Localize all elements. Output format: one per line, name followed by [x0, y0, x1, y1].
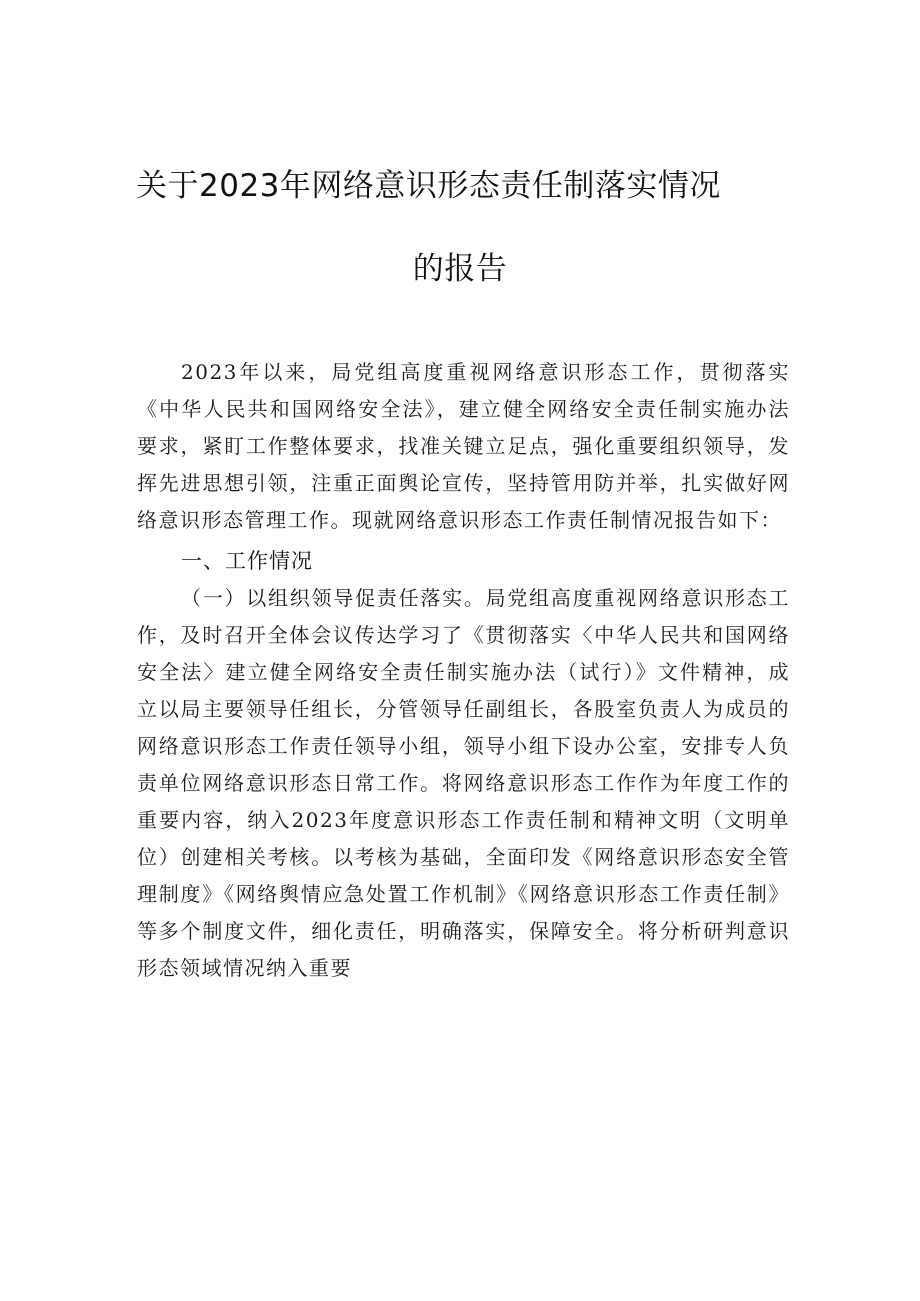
document-title-line-2: 的报告	[412, 251, 508, 287]
subsection-paragraph-1: （一）以组织领导促责任落实。局党组高度重视网络意识形态工作，及时召开全体会议传达学习了《贯彻落实〈中华人民共和国网络安全法〉建立健全网络安全责任制实施办法（试行）》文件精神，成立以局主要领导任组长，分管领导任副组长，各股室负责人为成员的网络意识形态工作责任领导小组，领导小组下设办公室，安排专人负责单位网络意识形态日常工作。将网络意识形态工作作为年度工作的重要内容，纳入2023年度意识形态工作责任制和精神文明（文明单位）创建相关考核。以考核为基础，全面印发《网络意识形态安全管理制度》《网络舆情应急处置工作机制》《网络意识形态工作责任制》等多个制度文件，细化责任，明确落实，保障安全。将分析研判意识形态领域情况纳入重要	[137, 586, 790, 980]
document-body	[137, 354, 790, 987]
intro-paragraph: 2023年以来，局党组高度重视网络意识形态工作，贯彻落实《中华人民共和国网络安全法》，建立健全网络安全责任制实施办法要求，紧盯工作整体要求，找准关键立足点，强化重要组织领导，发挥先进思想引领，注重正面舆论宣传，坚持管用防并举，扎实做好网络意识形态管理工作。现就网络意识形态工作责任制情况报告如下：	[137, 360, 790, 532]
document-title-line-1: 关于2023年网络意识形态责任制落实情况	[136, 168, 721, 204]
section-heading-work-situation: 一、工作情况	[181, 549, 313, 573]
